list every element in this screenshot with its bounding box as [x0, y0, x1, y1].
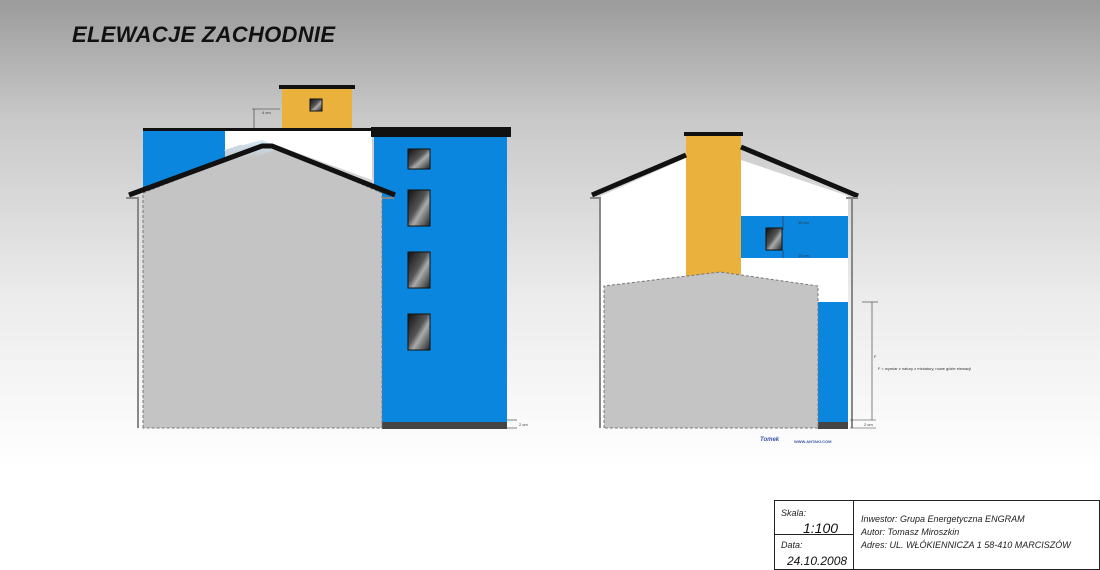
author-logo — [760, 437, 850, 449]
left-tower-window-3 — [408, 252, 430, 288]
dim-plinth-left: 2 cm — [519, 422, 528, 427]
date-label: Data: — [781, 540, 803, 550]
left-tower-window-4 — [408, 314, 430, 350]
right-band-window — [766, 228, 782, 250]
right-chimney — [686, 134, 741, 276]
scale-label: Skala: — [781, 508, 807, 518]
left-gray-gable — [143, 146, 382, 428]
dim-roof-left: 4 cm — [262, 110, 271, 115]
logo-website: WWW.ANTAKI.COM — [794, 439, 832, 444]
right-gray-gable — [604, 272, 818, 428]
left-elevation — [126, 85, 528, 429]
investor-text: Inwestor: Grupa Energetyczna ENGRAM — [861, 514, 1025, 524]
right-gutter-a — [590, 198, 600, 428]
title-block-divider — [853, 501, 854, 569]
title-block — [774, 500, 1100, 570]
left-tower-roof — [371, 127, 511, 137]
right-blue-band — [741, 216, 848, 258]
left-dormer-window — [310, 99, 322, 111]
right-elevation — [590, 132, 878, 429]
left-tower-window-1 — [408, 149, 430, 169]
address-text: Adres: UL. WŁÓKIENNICZA 1 58-410 MARCISZÓW — [861, 540, 1071, 550]
logo-signature: Tomek — [760, 437, 780, 443]
left-gutter-a — [126, 198, 138, 428]
dim-plinth-right: 2 cm — [864, 422, 873, 427]
left-blue-tower — [374, 137, 507, 422]
left-flat-roof — [143, 128, 372, 131]
dim-window-bottom: 10 cm — [798, 253, 809, 258]
dim-height-marker: F — [874, 354, 877, 359]
dim-window-top: 10 cm — [798, 220, 809, 225]
left-tower-window-2 — [408, 190, 430, 226]
left-tower-plinth — [382, 422, 507, 429]
dimension-note: F = wymiar z natury z miniatury, nowe gdzie elewacji — [878, 366, 971, 371]
author-text: Autor: Tomasz Miroszkin — [861, 527, 960, 537]
right-blue-lower — [818, 302, 848, 422]
page-title: ELEWACJE ZACHODNIE — [72, 22, 336, 47]
date-value: 24.10.2008 — [787, 554, 848, 568]
scale-value: 1:100 — [803, 520, 839, 536]
left-dormer-roof — [279, 85, 355, 89]
right-plinth — [818, 422, 848, 429]
right-chimney-cap — [684, 132, 743, 136]
